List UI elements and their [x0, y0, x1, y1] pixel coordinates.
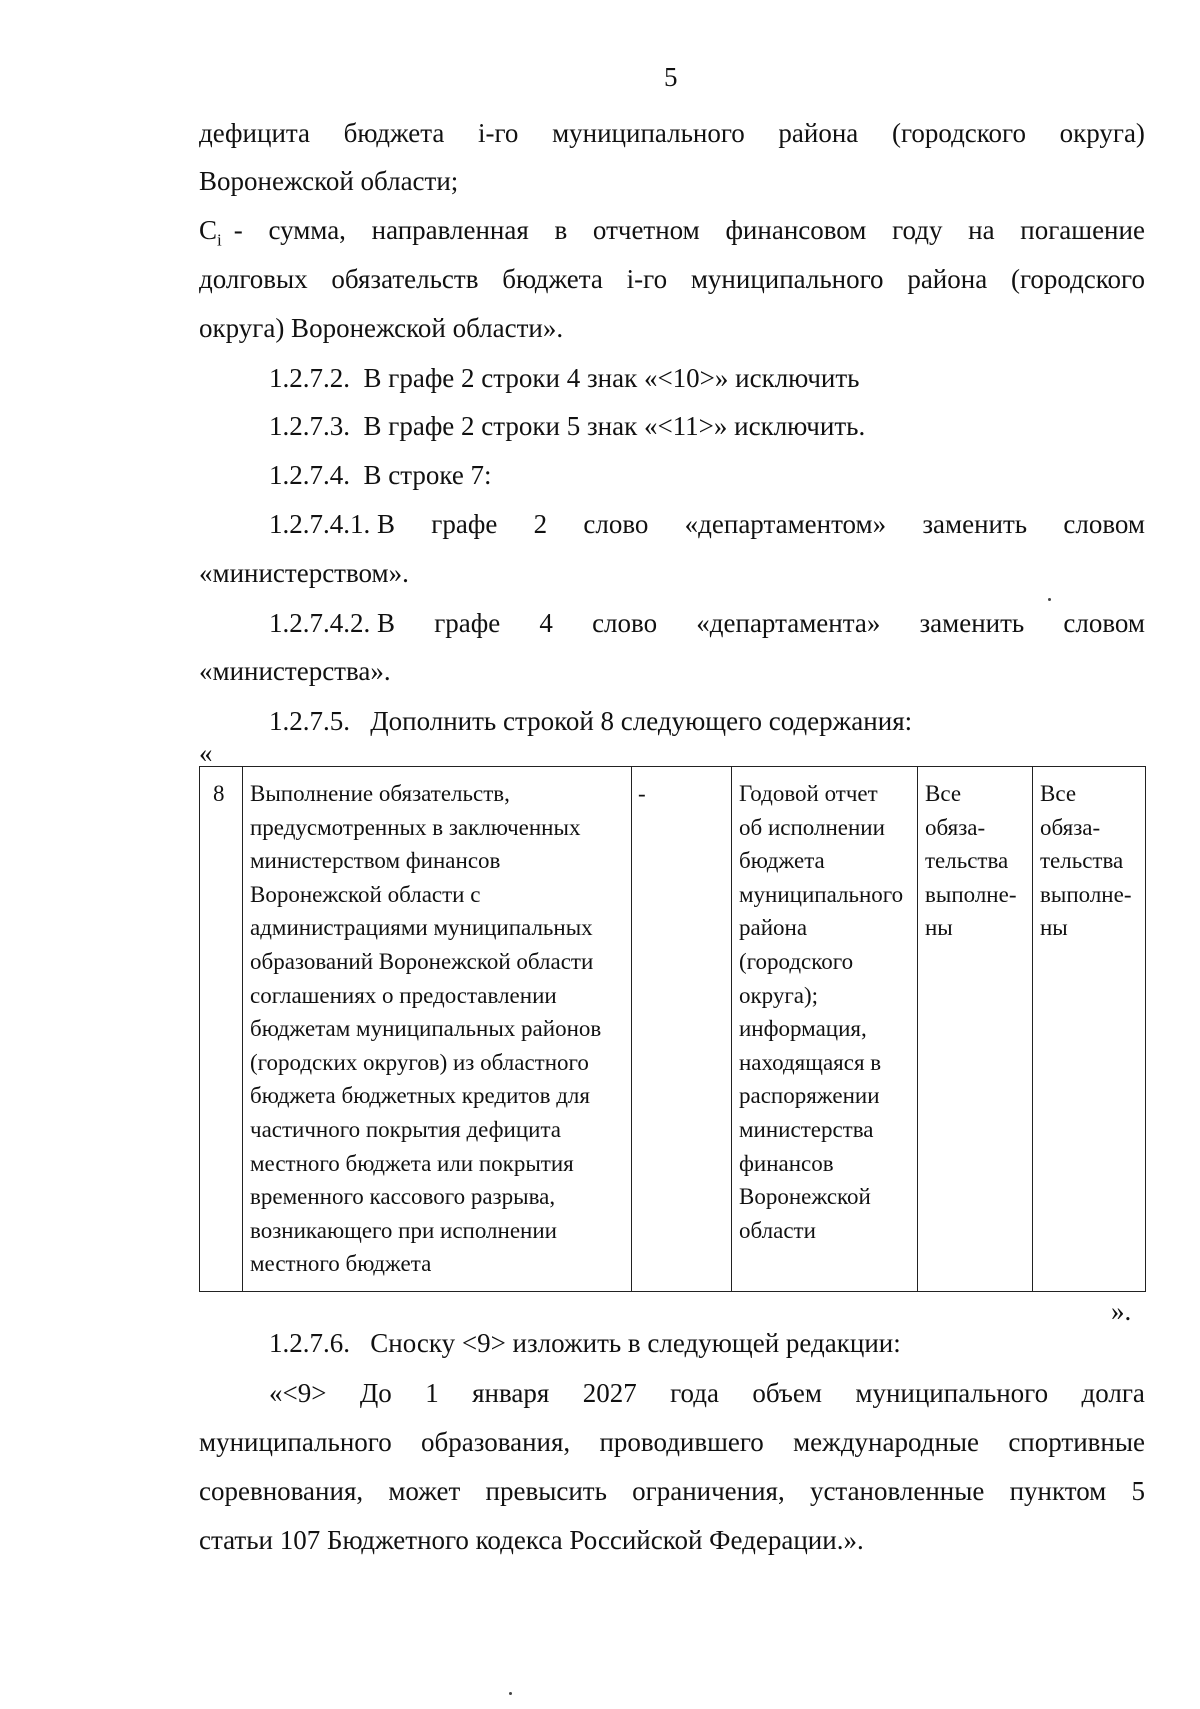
word: спортивные — [1008, 1427, 1145, 1457]
cell-line: выполне- — [1040, 881, 1132, 907]
word: соревнования, — [199, 1476, 364, 1506]
criterion-a-lines — [925, 777, 1027, 945]
cell-line: округа); — [739, 982, 819, 1008]
cell-source — [732, 767, 918, 1292]
word: 5 — [1131, 1476, 1145, 1506]
cell-line: тельства — [925, 848, 1009, 874]
cell-line: администрациями муниципальных — [250, 915, 593, 941]
word: международные — [793, 1427, 980, 1457]
word: слово — [592, 608, 658, 638]
word: 4 — [539, 608, 553, 638]
cell-line: тельства — [1040, 848, 1124, 874]
scan-speck — [509, 1692, 512, 1695]
cell-line: министерством финансов — [250, 848, 501, 874]
cell-line: бюджета — [739, 848, 825, 874]
cell-line: муниципального — [739, 881, 904, 907]
symbol-c: $C_i$ — [199, 215, 222, 250]
word: бюджета — [343, 118, 445, 148]
word: «департамента» — [696, 608, 881, 638]
para2-line2 — [199, 266, 1145, 293]
word: района — [778, 118, 859, 148]
para1-line2: Воронежской области; — [199, 166, 459, 196]
cell-line: (городского — [739, 948, 854, 974]
cell-line: обяза- — [1040, 814, 1101, 840]
cell-criterion-a — [918, 767, 1033, 1292]
word: района — [907, 264, 988, 294]
word: установленные — [809, 1476, 985, 1506]
item-1-2-7-4-2-line2: «министерства». — [199, 656, 391, 686]
source-lines — [739, 777, 912, 1247]
word: графе — [431, 509, 498, 539]
formula-dash: - — [638, 781, 646, 806]
word: году — [892, 215, 943, 245]
word: графе — [434, 608, 501, 638]
open-quote: « — [199, 738, 213, 768]
cell-line: бюджета бюджетных кредитов для — [250, 1083, 590, 1109]
item-1-2-7-4-2-line1 — [269, 610, 1145, 637]
word: «<9> — [269, 1378, 327, 1408]
word: 2027 — [582, 1378, 637, 1408]
word: на — [968, 215, 995, 245]
word: образования, — [420, 1427, 571, 1457]
cell-line: временного кассового разрыва, — [250, 1184, 556, 1210]
item-1-2-7-4-1-line1 — [269, 511, 1145, 538]
word: долговых — [199, 264, 308, 294]
word: января — [472, 1378, 550, 1408]
row-number: 8 — [213, 781, 225, 806]
word: i-го — [478, 118, 519, 148]
cell-criterion-b — [1033, 767, 1146, 1292]
para1-line1 — [199, 120, 1145, 147]
word: проводившего — [599, 1427, 764, 1457]
cell-line: частичного покрытия дефицита — [250, 1116, 562, 1142]
word: дефицита — [199, 118, 311, 148]
scan-speck — [1048, 598, 1051, 601]
cell-line: находящаяся в — [739, 1049, 882, 1075]
word: 2 — [533, 509, 548, 539]
cell-line: образований Воронежской области — [250, 948, 594, 974]
word: 1.2.7.4.1. В — [269, 509, 396, 539]
word: 1 — [425, 1378, 439, 1408]
word: года — [670, 1378, 719, 1408]
cell-line: местного бюджета — [250, 1251, 432, 1277]
word: сумма, — [268, 215, 346, 245]
item-1-2-7-4: 1.2.7.4. В строке 7: — [269, 460, 492, 490]
word: муниципального — [552, 118, 745, 148]
table-row — [200, 767, 1146, 1292]
symbol-subscript: i — [217, 230, 222, 250]
word: бюджета — [502, 264, 603, 294]
word: заменить — [919, 608, 1025, 638]
footnote-line4: статьи 107 Бюджетного кодекса Российской Федерации.». — [199, 1525, 864, 1555]
word: пунктом — [1009, 1476, 1107, 1506]
cell-line: бюджетам муниципальных районов — [250, 1016, 602, 1042]
footnote-line3 — [199, 1478, 1145, 1505]
cell-line: Все — [925, 781, 962, 806]
word: До — [359, 1378, 392, 1408]
cell-line: области — [739, 1217, 816, 1243]
cell-line: ны — [925, 915, 953, 941]
word: в — [554, 215, 568, 245]
word: ограничения, — [632, 1476, 785, 1506]
word: i-го — [626, 264, 668, 294]
word: финансовом — [725, 215, 867, 245]
cell-line: ны — [1040, 915, 1068, 941]
item-1-2-7-4-1-line2: «министерством». — [199, 558, 409, 588]
word: (городского — [891, 118, 1026, 148]
cell-formula — [632, 767, 732, 1292]
item-1-2-7-2: 1.2.7.2. В графе 2 строки 4 знак «<10>» исключить — [269, 363, 860, 393]
cell-line: информация, — [739, 1016, 867, 1042]
item-1-2-7-6: 1.2.7.6. Сноску <9> изложить в следующей редакции: — [269, 1328, 901, 1358]
cell-line: предусмотренных в заключенных — [250, 814, 581, 840]
word: слово — [583, 509, 649, 539]
page-number: 5 — [664, 62, 678, 92]
word: муниципального — [855, 1378, 1049, 1408]
word: словом — [1063, 608, 1145, 638]
cell-line: Годовой отчет — [739, 781, 878, 806]
word: погашение — [1020, 215, 1145, 245]
close-quote: ». — [1111, 1296, 1132, 1326]
word: муниципального — [690, 264, 884, 294]
para2-line3: округа) Воронежской области». — [199, 313, 564, 343]
word: округа) — [1059, 118, 1145, 148]
word: - — [233, 215, 243, 245]
cell-line: об исполнении — [739, 814, 885, 840]
cell-line: Все — [1040, 781, 1077, 806]
cell-line: распоряжении — [739, 1083, 880, 1109]
cell-line: обяза- — [925, 814, 986, 840]
cell-line: выполне- — [925, 881, 1017, 907]
word: муниципального — [199, 1427, 392, 1457]
cell-line: соглашениях о предоставлении — [250, 982, 557, 1008]
footnote-line2 — [199, 1429, 1145, 1456]
item-1-2-7-5: 1.2.7.5. Дополнить строкой 8 следующего содержания: — [269, 706, 913, 736]
cell-row-number — [200, 767, 243, 1292]
cell-line: района — [739, 915, 808, 941]
word: отчетном — [592, 215, 700, 245]
description-lines — [250, 777, 626, 1281]
inserted-table — [199, 766, 1146, 1292]
word: может — [388, 1476, 461, 1506]
word: обязательств — [331, 264, 479, 294]
item-1-2-7-3: 1.2.7.3. В графе 2 строки 5 знак «<11>» исключить. — [269, 411, 866, 441]
word: (городского — [1010, 264, 1145, 294]
footnote-line1 — [269, 1380, 1145, 1407]
para2-line1-rest — [234, 217, 1145, 244]
word: направленная — [371, 215, 529, 245]
cell-line: Выполнение обязательств, — [250, 781, 510, 806]
word: превысить — [485, 1476, 607, 1506]
cell-line: возникающего при исполнении — [250, 1217, 557, 1243]
word: объем — [752, 1378, 822, 1408]
word: заменить — [922, 509, 1028, 539]
word: долга — [1081, 1378, 1145, 1408]
cell-line: местного бюджета или покрытия — [250, 1150, 574, 1176]
word: 1.2.7.4.2. В — [269, 608, 396, 638]
cell-line: финансов — [739, 1150, 834, 1176]
cell-line: (городских округов) из областного — [250, 1049, 589, 1075]
word: словом — [1063, 509, 1145, 539]
criterion-b-lines — [1040, 777, 1140, 945]
para2-line1 — [199, 217, 1145, 248]
cell-line: Воронежской области с — [250, 881, 481, 907]
cell-line: министерства — [739, 1116, 874, 1142]
cell-line: Воронежской — [739, 1184, 871, 1210]
cell-description — [243, 767, 632, 1292]
word: «департаментом» — [684, 509, 887, 539]
